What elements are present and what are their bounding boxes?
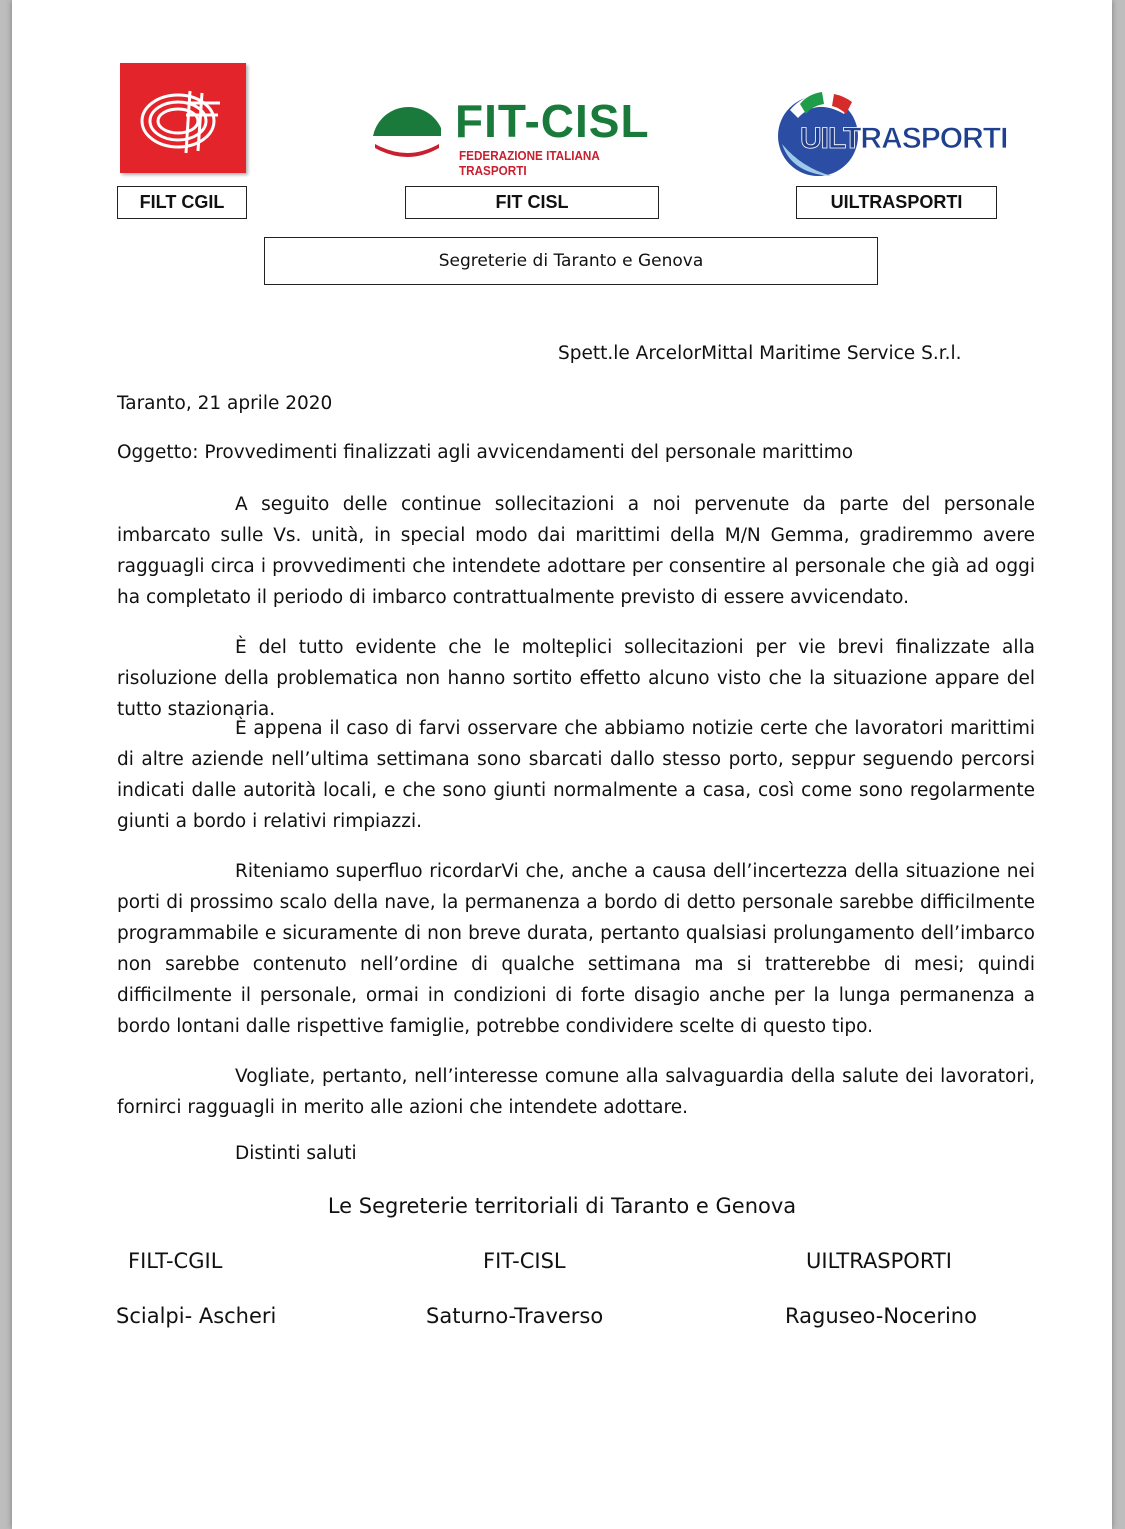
- uiltrasporti-logo: [772, 84, 1012, 184]
- fit-cisl-logo: [367, 92, 687, 178]
- letter-date: Taranto, 21 aprile 2020: [117, 393, 333, 414]
- uiltrasporti-logo-text: UILTRASPORTI: [800, 122, 1008, 155]
- signatory-union-2: FIT-CISL: [483, 1249, 566, 1273]
- signatory-heading: Le Segreterie territoriali di Taranto e Genova: [327, 1194, 797, 1218]
- closing: Distinti saluti: [235, 1143, 357, 1164]
- filt-cgil-label: FILT CGIL: [117, 186, 247, 219]
- paragraph-5: Vogliate, pertanto, nell’interesse comune alla salvaguardia della salute dei lavoratori, fornirci ragguagli in merito alle azioni che intendete adottare.: [117, 1066, 1035, 1118]
- segreterie-box: Segreterie di Taranto e Genova: [264, 237, 878, 285]
- signatory-names-2: Saturno-Traverso: [426, 1304, 604, 1328]
- paragraph-3: È appena il caso di farvi osservare che abbiamo notizie certe che lavoratori marittimi di altre aziende nell’ultima settimana sono sbarcati dallo stesso porto, seppur seguendo percorsi indicati dalle autorità locali, e che sono giunti normalmente a casa, così come sono regolarmente giunti a bordo i relativi rimpiazzi.: [117, 718, 1035, 832]
- signatory-union-3: UILTRASPORTI: [806, 1249, 952, 1273]
- signatory-names-3: Raguseo-Nocerino: [785, 1304, 977, 1328]
- signatory-union-1: FILT-CGIL: [128, 1249, 223, 1273]
- fit-cisl-label: FIT CISL: [405, 186, 659, 219]
- fit-cisl-logo-subtitle: FEDERAZIONE ITALIANA TRASPORTI: [459, 148, 600, 178]
- recipient: Spett.le ArcelorMittal Maritime Service S.r.l.: [558, 343, 962, 364]
- uiltrasporti-label: UILTRASPORTI: [796, 186, 997, 219]
- filt-cgil-logo: [120, 63, 246, 173]
- paragraph-4: Riteniamo superfluo ricordarVi che, anche a causa dell’incertezza della situazione nei porti di prossimo scalo della nave, la permanenza a bordo di detto personale sarebbe difficilmente programmabile e sicuramente di non breve durata, pertanto qualsiasi prolungamento dell’imbarco non sarebbe contenuto nell’ordine di qualche settimana ma si tratterebbe di mesi; quindi difficilmente il personale, ormai in condizioni di forte disagio anche per la lunga permanenza a bordo lontani dalle rispettive famiglie, potrebbe condividere scelte di questo tipo.: [117, 861, 1035, 1037]
- paragraph-2: È del tutto evidente che le molteplici sollecitazioni per vie brevi finalizzate alla risoluzione della problematica non hanno sortito effetto alcuno visto che la situazione appare del tutto stazionaria.: [117, 637, 1035, 720]
- paragraph-1: A seguito delle continue sollecitazioni a noi pervenute da parte del personale imbarcato sulle Vs. unità, in special modo dai marittimi della M/N Gemma, gradiremmo avere ragguagli circa i provvedimenti che intendete adottare per consentire al personale che già ad oggi ha completato il periodo di imbarco contrattualmente previsto di essere avvicendato.: [117, 494, 1035, 608]
- fit-cisl-logo-title: FIT-CISL: [455, 95, 650, 147]
- letter-subject: Oggetto: Provvedimenti finalizzati agli avvicendamenti del personale marittimo: [117, 442, 854, 463]
- signatory-names-1: Scialpi- Ascheri: [116, 1304, 277, 1328]
- document-page: [12, 0, 1112, 1529]
